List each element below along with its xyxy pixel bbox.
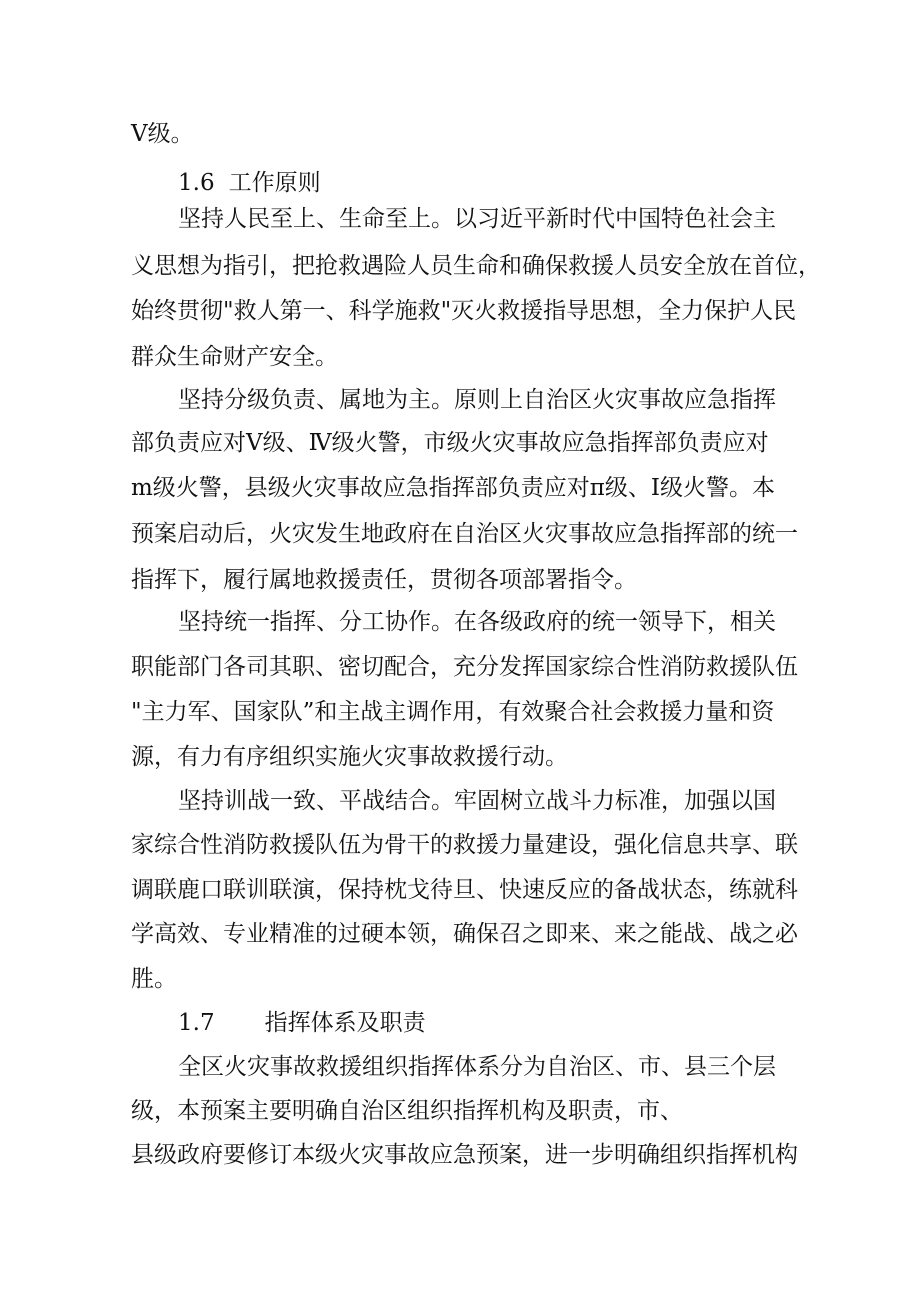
paragraph-line: 胜。 (131, 966, 177, 992)
paragraph-line: 预案启动后，火灾发生地政府在自治区火灾事故应急指挥部的统一 (131, 521, 798, 547)
section-title: 指挥体系及职责 (264, 1010, 426, 1036)
paragraph-line: 始终贯彻"救人第一、科学施救"灭火救援指导思想，全力保护人民 (131, 298, 797, 324)
paragraph-line: 县级政府要修订本级火灾事故应急预案，进一步明确组织指挥机构 (131, 1142, 798, 1168)
section-heading-1-7 (178, 1008, 426, 1038)
paragraph-line: "主力军、国家队”和主战主调作用，有效聚合社会救援力量和资 (131, 699, 775, 725)
paragraph-line: 义思想为指引，把抢救遇险人员生命和确保救援人员安全放在首位， (131, 253, 821, 279)
paragraph-line: 家综合性消防救援队伍为骨干的救援力量建设，强化信息共享、联 (131, 832, 798, 858)
paragraph-line: 坚持人民至上、生命至上。以习近平新时代中国特色社会主 (178, 206, 776, 232)
text-line: Ⅴ级。 (131, 121, 194, 147)
paragraph-line: 学高效、专业精准的过硬本领，确保召之即来、来之能战、战之必 (131, 921, 798, 947)
paragraph-line: 坚持训战一致、平战结合。牢固树立战斗力标准，加强以国 (178, 788, 776, 814)
paragraph-line: 坚持统一指挥、分工协作。在各级政府的统一领导下，相关 (178, 609, 776, 635)
paragraph-line: m级火警，县级火灾事故应急指挥部负责应对π级、Ⅰ级火警。本 (131, 475, 776, 501)
section-number: 1.6 (178, 170, 215, 196)
paragraph-line: 级，本预案主要明确自治区组织指挥机构及职责，市、 (131, 1098, 683, 1124)
paragraph-line: 源，有力有序组织实施火灾事故救援行动。 (131, 744, 568, 770)
section-heading-1-6 (178, 168, 321, 198)
paragraph-line: 部负责应对Ⅴ级、Ⅳ级火警，市级火灾事故应急指挥部负责应对 (131, 430, 769, 456)
paragraph-line: 坚持分级负责、属地为主。原则上自治区火灾事故应急指挥 (178, 387, 776, 413)
paragraph-line: 职能部门各司其职、密切配合，充分发挥国家综合性消防救援队伍 (131, 654, 798, 680)
paragraph-line: 全区火灾事故救援组织指挥体系分为自治区、市、县三个层 (178, 1054, 776, 1080)
section-number: 1.7 (178, 1010, 215, 1036)
paragraph-line: 指挥下，履行属地救援责任，贯彻各项部署指令。 (131, 567, 637, 593)
paragraph-line: 群众生命财产安全。 (131, 344, 338, 370)
paragraph-line: 调联鹿口联训联演，保持枕戈待旦、快速反应的备战状态，练就科 (131, 877, 798, 903)
section-title: 工作原则 (228, 170, 321, 196)
